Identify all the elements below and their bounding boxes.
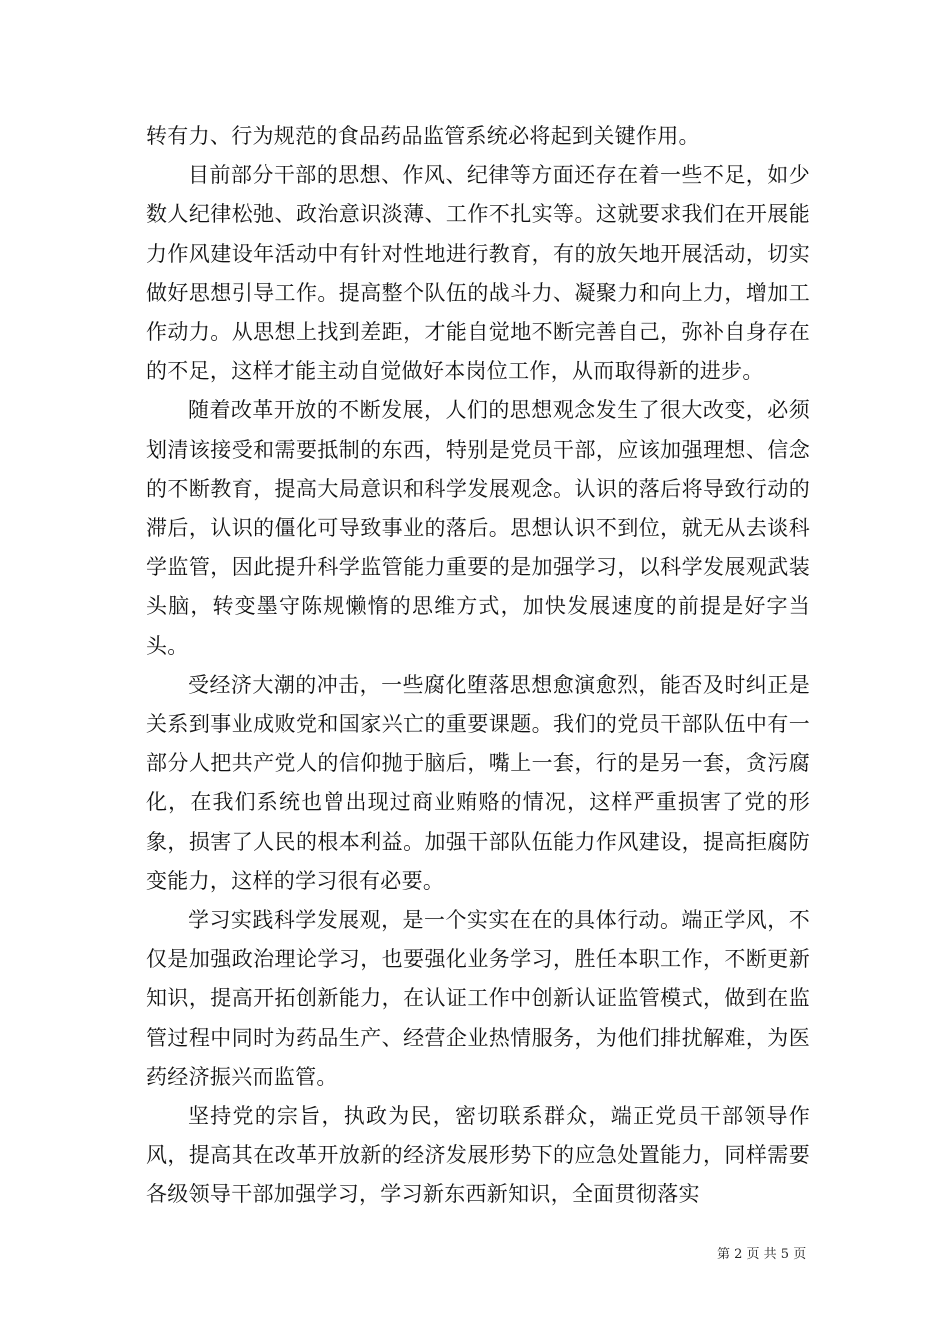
paragraph-6: 坚持党的宗旨，执政为民，密切联系群众，端正党员干部领导作风，提高其在改革开放新的经济发展形势下的应急处置能力，同样需要各级领导干部加强学习，学习新东西新知识，全面贯彻落实 [146, 1104, 810, 1207]
paragraph-1: 转有力、行为规范的食品药品监管系统必将起到关键作用。 [146, 124, 700, 148]
paragraph-5: 学习实践科学发展观，是一个实实在在的具体行动。端正学风，不仅是加强政治理论学习，也要强化业务学习，胜任本职工作，不断更新知识，提高开拓创新能力，在认证工作中创新认证监管模式，做到在监管过程中同时为药品生产、经营企业热情服务，为他们排扰解难，为医药经济振兴而监管。 [146, 908, 810, 1089]
paragraph-2: 目前部分干部的思想、作风、纪律等方面还存在着一些不足，如少数人纪律松弛、政治意识淡薄、工作不扎实等。这就要求我们在开展能力作风建设年活动中有针对性地进行教育，有的放矢地开展活动，切实做好思想引导工作。提高整个队伍的战斗力、凝聚力和向上力，增加工作动力。从思想上找到差距，才能自觉地不断完善自己，弥补自身存在的不足，这样才能主动自觉做好本岗位工作，从而取得新的进步。 [146, 163, 810, 384]
paragraph-3: 随着改革开放的不断发展，人们的思想观念发生了很大改变，必须划清该接受和需要抵制的东西，特别是党员干部，应该加强理想、信念的不断教育，提高大局意识和科学发展观念。认识的落后将导致行动的滞后，认识的僵化可导致事业的落后。思想认识不到位，就无从去谈科学监管，因此提升科学监管能力重要的是加强学习，以科学发展观武装头脑，转变墨守陈规懒惰的思维方式，加快发展速度的前提是好字当头。 [146, 398, 810, 658]
paragraph-4: 受经济大潮的冲击，一些腐化堕落思想愈演愈烈，能否及时纠正是关系到事业成败党和国家兴亡的重要课题。我们的党员干部队伍中有一部分人把共产党人的信仰抛于脑后，嘴上一套，行的是另一套，贪污腐化，在我们系统也曾出现过商业贿赂的情况，这样严重损害了党的形象，损害了人民的根本利益。加强干部队伍能力作风建设，提高拒腐防变能力，这样的学习很有必要。 [146, 672, 810, 893]
page-number: 第 2 页 共 5 页 [717, 1247, 807, 1262]
document-body [146, 117, 810, 1215]
